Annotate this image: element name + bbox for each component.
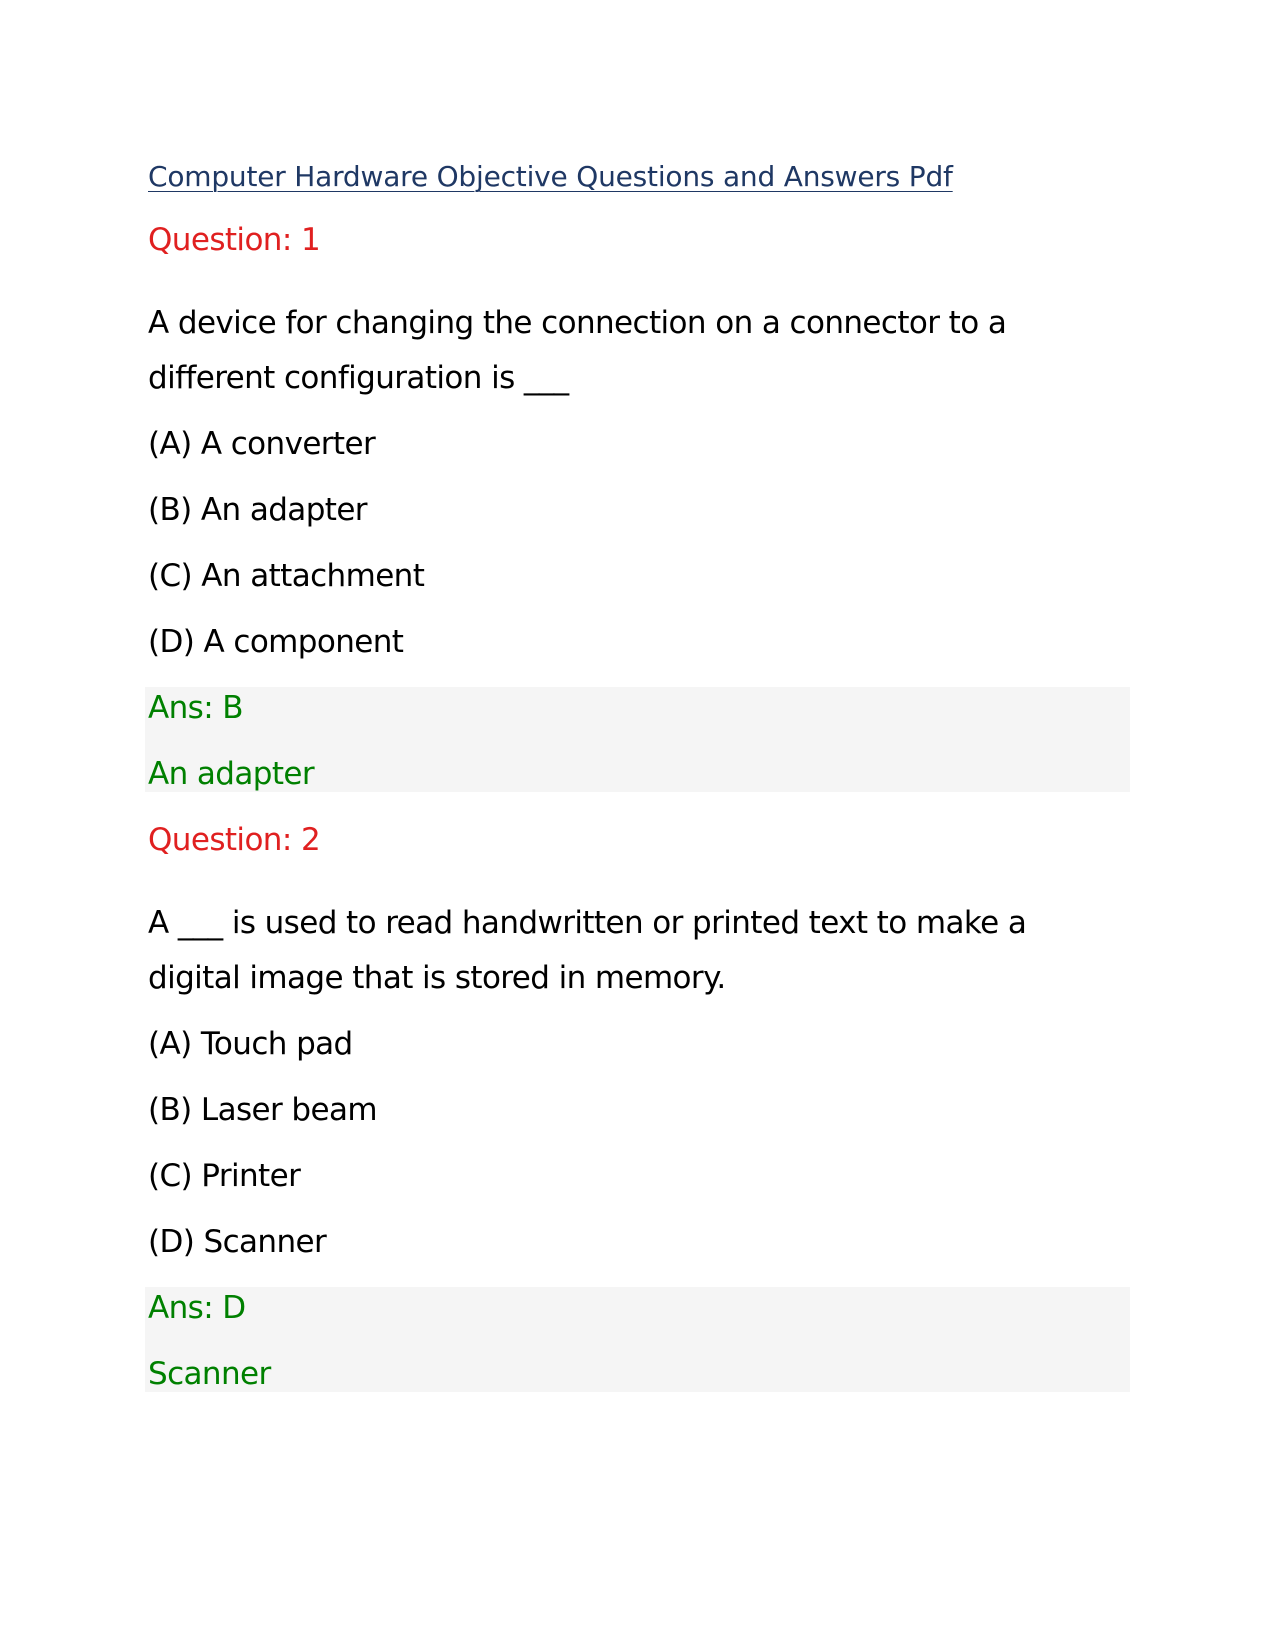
question-2-answer-band [145,1287,1130,1392]
question-2-answer-label: Ans: D [148,1290,246,1326]
question-2-text-line-2: digital image that is stored in memory. [148,960,726,996]
question-1-option-b: (B) An adapter [148,492,367,528]
question-2-option-b: (B) Laser beam [148,1092,377,1128]
question-2-option-a: (A) Touch pad [148,1026,353,1062]
question-1-option-a: (A) A converter [148,426,376,462]
question-1-text-line-1: A device for changing the connection on a connector to a [148,305,1007,341]
question-1-text-line-2: different configuration is ___ [148,360,569,396]
question-2-answer-text: Scanner [148,1356,271,1392]
question-1-answer-text: An adapter [148,756,315,792]
question-1-heading: Question: 1 [148,222,321,258]
question-2-option-c: (C) Printer [148,1158,301,1194]
question-2-text-line-1: A ___ is used to read handwritten or printed text to make a [148,905,1027,941]
question-2-option-d: (D) Scanner [148,1224,327,1260]
question-2-heading: Question: 2 [148,822,321,858]
question-1-answer-label: Ans: B [148,690,243,726]
document-title-link[interactable]: Computer Hardware Objective Questions and Answers Pdf [148,160,953,193]
question-1-option-c: (C) An attachment [148,558,425,594]
question-1-option-d: (D) A component [148,624,404,660]
